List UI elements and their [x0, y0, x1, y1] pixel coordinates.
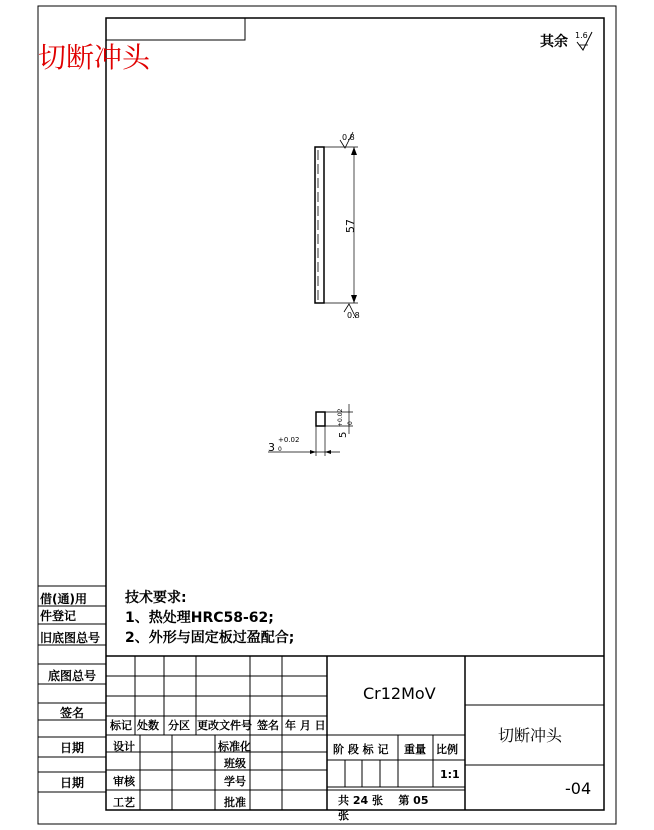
role-label: 工艺 — [113, 796, 135, 809]
role-label: 设计 — [113, 740, 135, 753]
sheet-count — [338, 792, 428, 808]
drawing-title: 切断冲头 — [38, 41, 151, 74]
dim-width-3: 3 — [268, 441, 275, 454]
roughness-top-value: 0.8 — [342, 133, 355, 142]
sheet-prefix: 第 — [398, 794, 410, 807]
scale-header: 比例 — [436, 743, 458, 756]
sheets-prefix: 共 — [338, 794, 349, 807]
dim-width-3-tol: +0.02 — [278, 436, 300, 444]
role-label: 学号 — [224, 775, 246, 788]
tech-requirement-item: 1、热处理HRC58-62; — [125, 610, 274, 626]
sheet-no: 05 — [413, 794, 429, 807]
scale-value: 1:1 — [440, 768, 460, 781]
side-label: 底图总号 — [48, 669, 97, 683]
revision-header: 年 月 日 — [285, 719, 326, 732]
roughness-label: 其余 — [540, 34, 568, 50]
revision-header: 签名 — [257, 719, 279, 732]
sheets-total: 24 — [352, 794, 369, 807]
role-label: 班级 — [224, 757, 246, 770]
revision-header: 标记 — [110, 719, 132, 732]
drawing-number: -04 — [565, 779, 592, 798]
tech-requirement-item: 2、外形与固定板过盈配合; — [125, 630, 295, 646]
revision-header: 处数 — [137, 719, 159, 732]
side-label: 借(通)用 — [40, 592, 87, 606]
sheets-unit: 张 — [372, 794, 383, 807]
dim-width-3-tol-low: 0 — [278, 446, 282, 453]
side-label: 签名 — [60, 706, 85, 720]
dim-height-5: 5 — [338, 431, 349, 438]
roughness-value: 1.6 — [575, 31, 588, 40]
dim-height-5-tol: +0.02 — [337, 408, 344, 427]
part-name: 切断冲头 — [498, 726, 563, 745]
roughness-bottom-value: 0.8 — [347, 311, 360, 320]
revision-header: 更改文件号 — [197, 719, 252, 732]
side-label: 件登记 — [40, 609, 77, 623]
stage-header: 阶 段 标 记 — [333, 743, 389, 756]
revision-header: 分区 — [168, 719, 190, 732]
tech-requirements-heading: 技术要求: — [125, 590, 187, 606]
dim-height-5-tol-low: 0 — [347, 421, 354, 425]
side-label: 日期 — [60, 776, 85, 790]
role-label: 标准化 — [218, 740, 251, 753]
weight-header: 重量 — [404, 743, 426, 756]
role-label: 审核 — [113, 775, 135, 788]
side-label: 旧底图总号 — [40, 631, 101, 645]
role-label: 批准 — [224, 796, 246, 809]
dim-height-57: 57 — [344, 219, 357, 233]
sheet-unit: 张 — [338, 809, 349, 822]
side-label: 日期 — [60, 741, 85, 755]
material-name: Cr12MoV — [363, 684, 436, 703]
